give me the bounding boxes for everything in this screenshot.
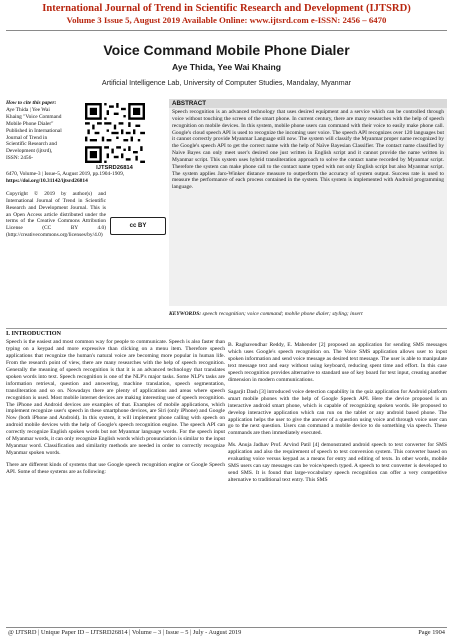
abstract-heading: ABSTRACT xyxy=(169,99,447,108)
qr-code-icon[interactable] xyxy=(85,103,145,163)
cc-by-icon xyxy=(110,217,166,235)
keywords xyxy=(169,311,447,318)
right-paragraph-2: Sagarjit Dash [3] introduced voice detection capability in the quiz application for Android platform smart mobile phones with the help of Google Speech API. Here the device proposed is an interactive android smart phone, which is capable of recognizing spoken words. He proposed to develop interactive application which can run on the tablet or any android based phone. The application helps the user to give the answer of a question using voice and through voice user can go to the next question. Users can command a mobile device to do something via speech. These commands are then immediately executed. xyxy=(228,388,447,437)
intro-paragraph-1: Speech is the easiest and most common way for people to communicate. Speech is also faster than typing on a keypad and more expressive than clicking on a menu item. Therefore speech applications that recognize the human's natural voice are becoming more popular in human life. From the research point of view, there are many researches with the help of speech recognition. Generally the meaning of speech recognition is that it is an advanced technology that translates spoken words into text. Speech recognition is one of the NLP's major tasks. Some NLP's tasks are information retrieval, question and answering, machine translation, speech segmentation, transliteration and so on. Nowadays there are plenty of applications and areas where speech recognition is used. Most mobile internet devices are making interesting use of speech recognition. The iPhone and Android devices are examples of that. Examples of mobile applications, which implement recognize user's speech in these smartphone devices, are Siri (only iPhone) and Google Now (both iPhone and Android). In this system, it will implement phone calling with speech on android mobile devices with the help of Google's speech recognition engine. The speech API can correctly recognize English spoken words but not Myanmar language words. For the speech input of Myanmar words, it can only recognize English words which pronunciation is similar to the input Myanmar word. Classification and similarity methods are needed in order to correctly recognize Myanmar spoken words. xyxy=(6,338,225,457)
right-column xyxy=(228,342,447,484)
keywords-text: speech recognition; voice command; mobile phone dialer; styling; insert xyxy=(201,311,363,317)
intro-paragraph-2: There are different kinds of systems that use Google speech recognition engine or Google Speech API. Some of these systems are as following: xyxy=(6,462,225,476)
left-column xyxy=(6,331,225,476)
copyright-text: Copyright © 2019 by author(s) and International Journal of Trend in Scientific Research and Development Journal. This is an Open Access article distributed under the terms of the Creative Commons Attribution License (CC BY 4.0) (http://creativecommons.org/licenses/by/4.0) xyxy=(6,190,106,239)
abstract-text: Speech recognition is an advanced technology that uses desired equipment and a service which can be controlled through voice without touching the screen of the smart phone. In current century, there are many researches with the help of speech recognition on mobile devices. In this system, mobile phone users can command with their voice to easily make phone call. Google's cloud speech API is used to recognize the incoming user voice. The speech API recognizes over 120 languages but it cannot correctly provide Myanmar Language still now. The system will classify the Myanmar proper name recognized by the Google's speech API to get the correct name with the help of Naïve Bayesian Classifier. The contact name classified by Naive Bayes can only meet user's desired one just written in English script and it cannot provide the name written in Myanmar script. This system uses hybrid transliteration approach to solve the contact name recorded by Myanmar script. Therefore the system can make phone call to the contact name typed with not only English script but also Myanmar script. The system applies Jaro-Winker distance measure to outperform the accuracy of system output. Success rate is used to measure the performance of each process contained in the system. This system is implemented with Android programming language. xyxy=(169,108,447,306)
right-paragraph-1: B. Raghavendhar Reddy, E. Mahender [2] proposed an application for sending SMS messages which uses Google's speech recognition on. The Voice SMS application allows user to input spoken information and send voice message as desired text message. The user is able to manipulate text message text and easy without using keyboard, reducing spent time and effort. In this case speech recognition provides alternative to standard use of key board for text input, creating another dimension in modern communications. xyxy=(228,342,447,383)
citation-lead: Aye Thida | Yee Wai Khaing "Voice Command Mobile Phone Dialer" Published in International Journal of Trend in Scientific Research and Development (ijtsrd), ISSN: 2456- xyxy=(6,106,62,162)
footer-divider xyxy=(6,627,447,628)
citation-text xyxy=(6,100,63,171)
paper-authors: Aye Thida, Yee Wai Khaing xyxy=(171,62,282,72)
abstract-box xyxy=(169,99,447,306)
keywords-label: KEYWORDS: xyxy=(169,311,202,317)
journal-header xyxy=(0,0,453,26)
journal-volume-line: Volume 3 Issue 5, August 2019 Available Online: www.ijtsrd.com e-ISSN: 2456 – 6470 xyxy=(66,15,387,25)
right-paragraph-3: Ms. Anuja Jadhav Prof. Arvind Patil [4] demonstrated android speech to text converter for SMS application and also the requirement of speech to text conversion system. This converter based on evaluating voice versus keypad as a means for entry and editing of texts. In other words, mobile SMS users can say messages can be voice/speech typed. A speech to text converter is developed to send SMS. It is found that large-vocabulary speech recognition can offer a very competitive alternative to traditional text entry. This SMS xyxy=(228,442,447,484)
paper-affiliation: Artificial Intelligence Lab, University of Computer Studies, Mandalay, Myanmar xyxy=(101,78,352,87)
journal-name: International Journal of Trend in Scientific Research and Development (IJTSRD) xyxy=(42,3,411,14)
qr-block xyxy=(63,100,163,171)
cc-by-label: cc BY xyxy=(129,222,147,229)
page-footer xyxy=(8,629,445,636)
citation-volume: 6470, Volume-3 | Issue-5, August 2019, pp.1904-1909, xyxy=(6,171,125,177)
citation-label: How to cite this paper: xyxy=(6,100,57,106)
footer-info: @ IJTSRD | Unique Paper ID – IJTSRD26814 | Volume – 3 | Issue – 5 | July - August 2019 xyxy=(8,629,242,636)
section-divider xyxy=(6,328,447,329)
section-heading-introduction: I. INTRODUCTION xyxy=(6,330,62,337)
doi-link[interactable]: https://doi.org/10.31142/ijtsrd26814 xyxy=(6,177,88,184)
page-number: Page 1904 xyxy=(418,629,445,636)
citation-rest xyxy=(6,171,166,185)
paper-title: Voice Command Mobile Phone Dialer xyxy=(103,42,350,58)
citation-block xyxy=(6,100,166,239)
paper-id: IJTSRD26814 xyxy=(96,165,133,171)
header-divider xyxy=(6,30,447,31)
